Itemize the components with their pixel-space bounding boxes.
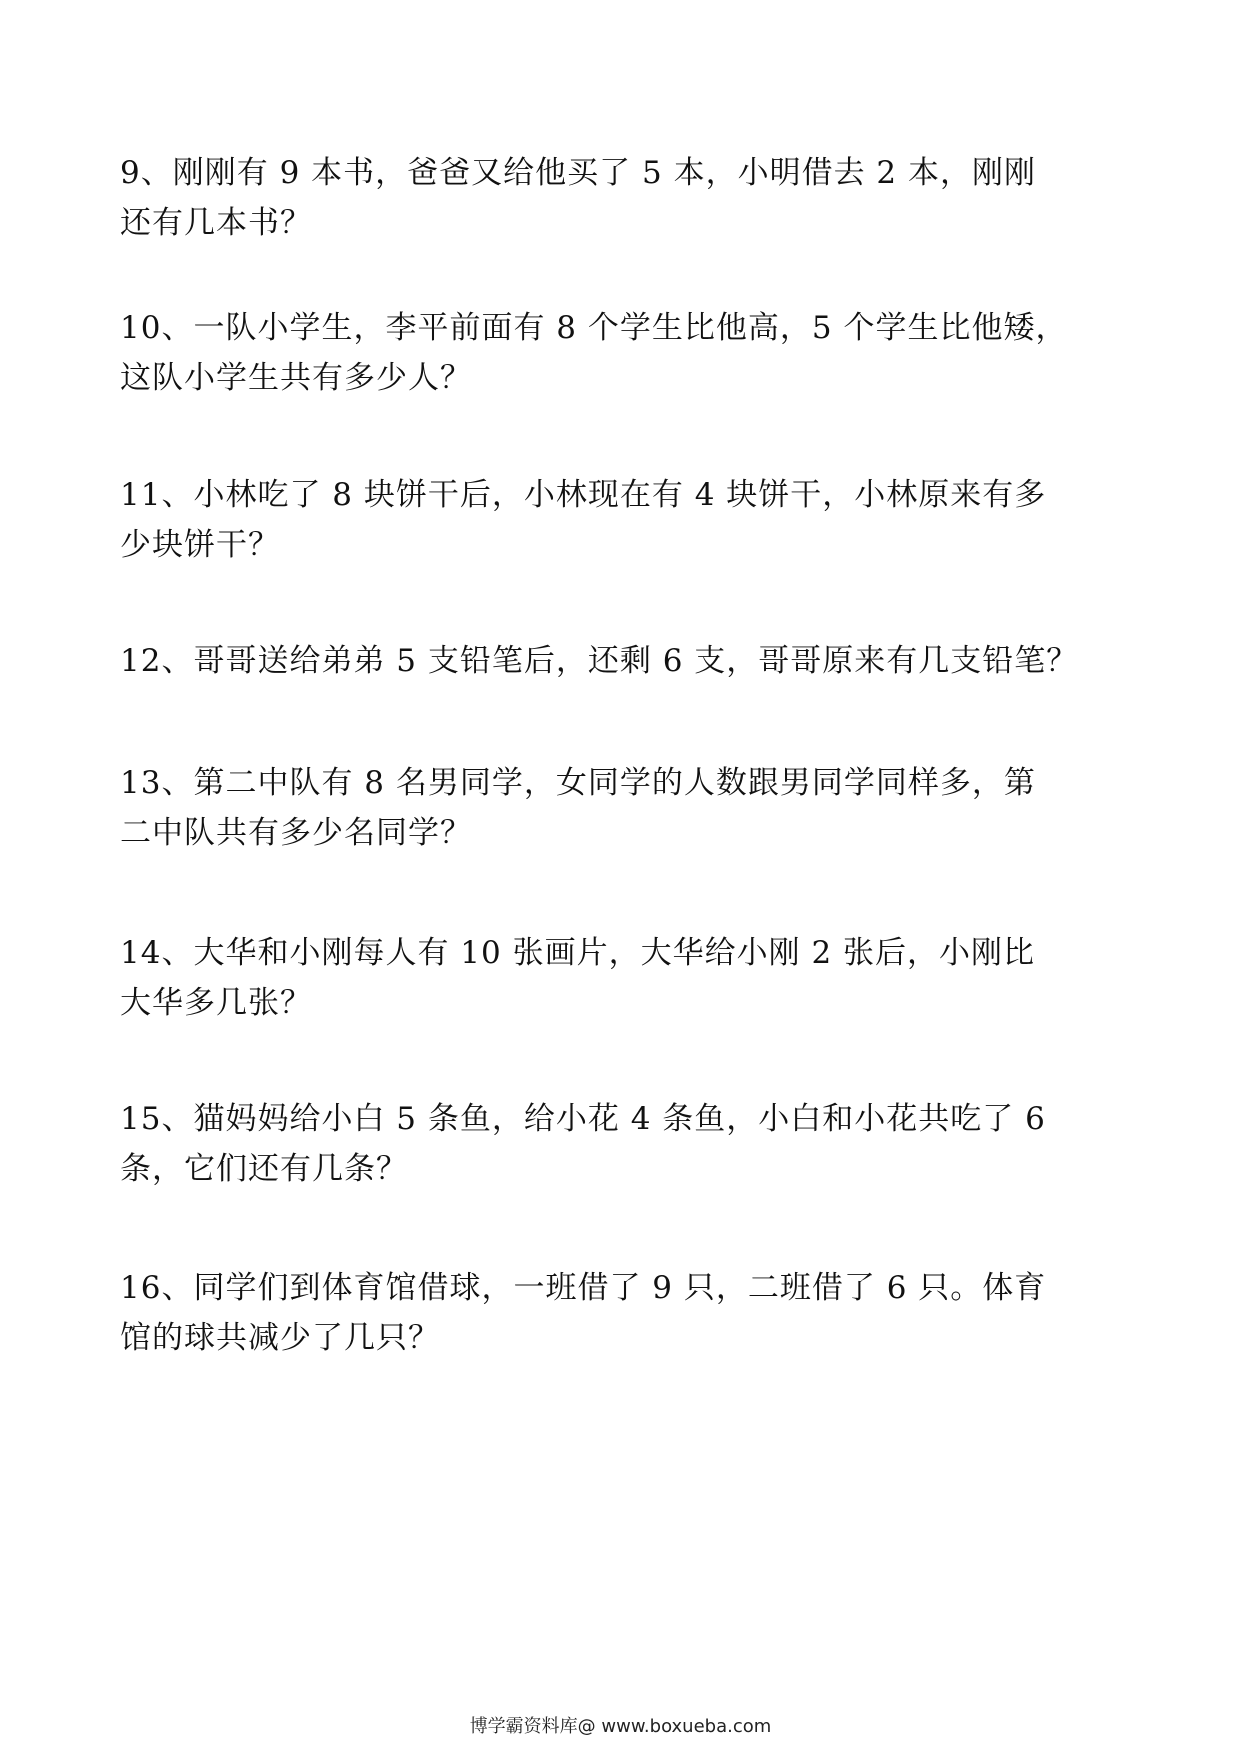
problem-line: 少块饼干？ [120,527,280,563]
problem-line: 还有几本书？ [120,205,312,241]
problem-line: 二中队共有多少名同学？ [120,815,472,851]
problem-12 [120,636,1079,686]
problem-15 [120,1094,1070,1194]
problem-13 [120,758,1070,858]
problem-line: 12、哥哥送给弟弟 5 支铅笔后，还剩 6 支，哥哥原来有几支铅笔？ [120,643,1079,679]
problem-line: 15、猫妈妈给小白 5 条鱼，给小花 4 条鱼，小白和小花共吃了 6 [120,1101,1046,1137]
problem-line: 这队小学生共有多少人？ [120,360,472,396]
problem-line: 条，它们还有几条？ [120,1151,408,1187]
problem-line: 馆的球共减少了几只？ [120,1320,440,1356]
problem-line: 16、同学们到体育馆借球，一班借了 9 只，二班借了 6 只。体育 [120,1270,1047,1306]
problem-line: 11、小林吃了 8 块饼干后，小林现在有 4 块饼干，小林原来有多 [120,477,1047,513]
problem-line: 14、大华和小刚每人有 10 张画片，大华给小刚 2 张后，小刚比 [120,935,1036,971]
problem-11 [120,470,1070,570]
problem-14 [120,928,1070,1028]
problem-line: 13、第二中队有 8 名男同学，女同学的人数跟男同学同样多，第 [120,765,1036,801]
problem-16 [120,1263,1070,1363]
problem-line: 10、一队小学生，李平前面有 8 个学生比他高，5 个学生比他矮， [120,310,1068,346]
problem-line: 9、刚刚有 9 本书，爸爸又给他买了 5 本，小明借去 2 本，刚刚 [120,155,1037,191]
problem-line: 大华多几张？ [120,985,312,1021]
problem-10 [120,303,1070,403]
problem-9 [120,148,1070,248]
footer-watermark: 博学霸资料库@ www.boxueba.com [469,1716,772,1737]
